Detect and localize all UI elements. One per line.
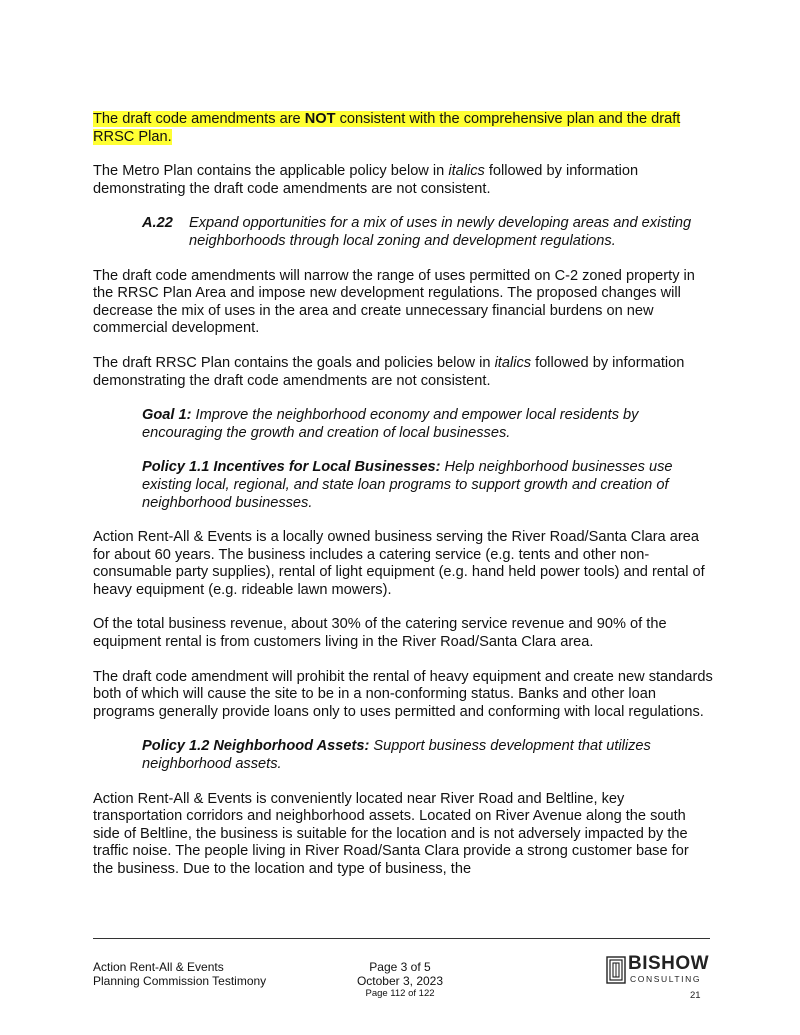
highlight-pre: The draft code amendments are xyxy=(93,111,305,127)
footer-packet-page: Page 112 of 122 xyxy=(365,988,435,999)
metro-plan-intro xyxy=(93,163,713,198)
policy-1-1 xyxy=(142,459,713,512)
footer-client: Action Rent-All & Events xyxy=(93,960,224,974)
rrsc-plan-intro xyxy=(93,355,713,390)
rrsc-intro-pre: The draft RRSC Plan contains the goals and policies below in xyxy=(93,354,495,371)
highlight-not xyxy=(305,111,336,127)
policy-1-2-label: Policy 1.2 Neighborhood Assets: xyxy=(142,738,370,755)
policy-1-1-text: Help neighborhood businesses use existing local, regional, and state loan programs to support growth and creation of neighborhood businesses. xyxy=(142,459,673,511)
metro-intro-italic: italics xyxy=(448,163,485,180)
paragraph-location: Action Rent-All & Events is conveniently located near River Road and Beltline, key transportation corridors and neighborhood assets. Located on River Avenue along the south side of Beltline, the business is suitable for the location and is not adversely impacted by the traffic noise. The people living in River Road/Santa Clara provide a strong customer base for the business. Due to the location and type of business, the xyxy=(93,790,689,877)
footer-page-of: Page 3 of 5 xyxy=(369,960,431,974)
highlight-post: consistent with the comprehensive plan and the draft RRSC Plan. xyxy=(93,111,681,145)
policy-1-1-label: Policy 1.1 Incentives for Local Businesses: xyxy=(142,459,441,476)
metro-intro-pre: The Metro Plan contains the applicable policy below in xyxy=(93,163,449,180)
policy-a22 xyxy=(142,215,713,250)
paragraph-revenue: Of the total business revenue, about 30% of the catering service revenue and 90% of the equipment rental is from customers living in the River Road/Santa Clara area. xyxy=(93,616,667,651)
footer-left xyxy=(93,960,266,988)
logo-wordmark: BISHOW xyxy=(628,953,710,974)
policy-1-2 xyxy=(142,738,713,773)
footer-date: October 3, 2023 xyxy=(356,974,444,988)
policy-1-2-text: Support business development that utilizes neighborhood assets. xyxy=(142,738,651,773)
goal-1-text: Improve the neighborhood economy and empower local residents by encouraging the growth and creation of local businesses. xyxy=(142,407,639,441)
logo-subtitle: CONSULTING xyxy=(630,974,702,984)
not-emphasis: NOT xyxy=(304,111,336,127)
document-body xyxy=(93,111,713,896)
footer-document-type: Planning Commission Testimony xyxy=(93,974,267,988)
metro-intro-post: followed by information demonstrating the draft code amendments are not consistent. xyxy=(93,163,639,197)
page-number: 21 xyxy=(690,990,701,1001)
footer-center xyxy=(300,960,500,999)
footer-divider xyxy=(93,938,710,939)
highlighted-statement xyxy=(93,111,713,146)
bishow-logo xyxy=(606,953,712,989)
policy-a22-text: Expand opportunities for a mix of uses in newly developing areas and existing neighborhoods through local zoning and development regulations. xyxy=(189,215,692,249)
paragraph-non-conforming: The draft code amendment will prohibit the rental of heavy equipment and create new standards both of which will cause the site to be in a non-conforming status. Banks and other loan programs generally provide loans only to uses permitted and conforming with local regulations. xyxy=(93,668,713,720)
paragraph-business-description: Action Rent-All & Events is a locally owned business serving the River Road/Santa Clara area for about 60 years. The business includes a catering service (e.g. tents and other non-consumable party supplies), rental of light equipment (e.g. hand held power tools) and rental of heavy equipment (e.g. rideable lawn mowers). xyxy=(93,529,705,598)
paragraph-amendments-narrow: The draft code amendments will narrow the range of uses permitted on C-2 zoned property in the RRSC Plan Area and impose new development regulations. The proposed changes will decrease the mix of uses in the area and create unnecessary financial burdens on new commercial development. xyxy=(93,267,695,337)
rrsc-intro-italic: italics xyxy=(494,354,532,371)
policy-a22-number: A.22 xyxy=(142,215,173,232)
goal-1-label: Goal 1: xyxy=(142,407,192,424)
rrsc-intro-post: followed by information demonstrating the draft code amendments are not consistent. xyxy=(93,354,685,389)
bishow-logo-icon xyxy=(606,956,626,984)
goal-1 xyxy=(142,407,713,442)
